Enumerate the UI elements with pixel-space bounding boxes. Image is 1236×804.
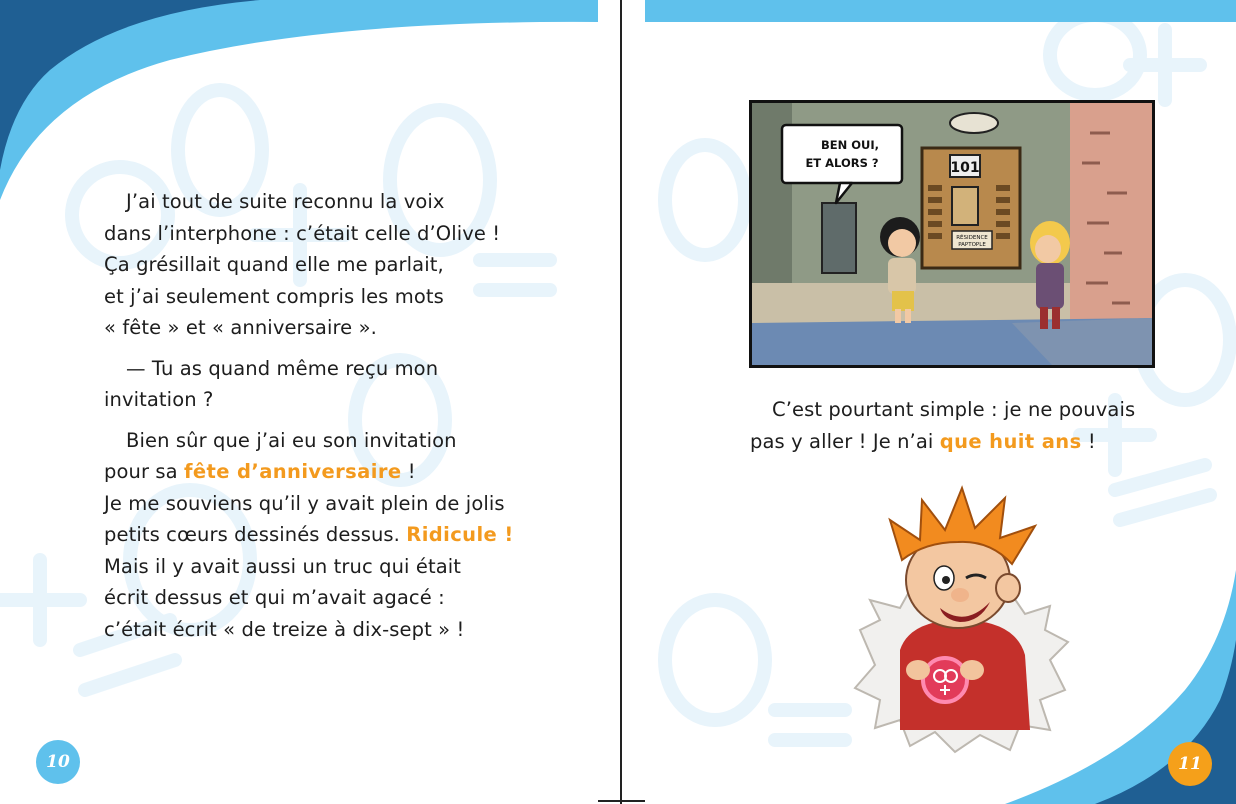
- text-line: — Tu as quand même reçu mon: [126, 356, 439, 380]
- left-page-text: [104, 186, 584, 654]
- speech-bubble-line1: BEN OUI,: [820, 138, 880, 152]
- text-line: [104, 523, 514, 546]
- highlight-only-eight: que huit ans: [939, 429, 1082, 453]
- page-number-right: [1168, 742, 1212, 786]
- text-line: C’est pourtant simple : je ne pouvais: [772, 398, 1136, 421]
- gutter-baseline: [598, 800, 645, 802]
- highlight-ridiculous: Ridicule !: [406, 523, 514, 546]
- text-line: invitation ?: [104, 388, 214, 411]
- right-page: [645, 0, 1236, 804]
- page-number-label: 10: [46, 752, 70, 772]
- paragraph-1: [104, 186, 584, 344]
- intercom-sign-line1: RÉSIDENCE: [956, 235, 988, 241]
- paragraph-right: [750, 394, 1210, 457]
- text-line: Ça grésillait quand elle me parlait,: [104, 253, 444, 276]
- text-run: petits cœurs dessinés dessus.: [104, 523, 407, 546]
- highlight-birthday-party: fête d’anniversaire: [184, 460, 402, 483]
- intercom-number: 101: [950, 160, 980, 176]
- text-line: et j’ai seulement compris les mots: [104, 284, 444, 308]
- right-page-text: [750, 394, 1210, 466]
- text-line: J’ai tout de suite reconnu la voix: [126, 190, 445, 213]
- text-line: [104, 460, 416, 483]
- text-line: Je me souviens qu’il y avait plein de jolis: [104, 491, 505, 515]
- text-line: [750, 430, 1096, 453]
- text-run: !: [401, 460, 416, 483]
- paragraph-2: [104, 353, 584, 416]
- text-line: c’était écrit « de treize à dix-sept » !: [104, 617, 465, 641]
- page-number-label: 11: [1178, 754, 1202, 774]
- text-run: pas y aller ! Je n’ai: [750, 429, 940, 453]
- intercom-sign-line2: PAPTOPLE: [958, 242, 986, 248]
- text-run: pour sa: [104, 460, 184, 483]
- boy-mascot-illustration: [840, 480, 1080, 760]
- comic-illustration: [752, 103, 1152, 365]
- text-line: dans l’interphone : c’était celle d’Olive !: [104, 221, 501, 245]
- text-line: écrit dessus et qui m’avait agacé :: [104, 586, 445, 609]
- page-number-left: [36, 740, 80, 784]
- text-line: Bien sûr que j’ai eu son invitation: [126, 428, 457, 452]
- speech-bubble-line2: ET ALORS ?: [805, 156, 879, 170]
- text-line: Mais il y avait aussi un truc qui était: [104, 554, 462, 578]
- text-line: « fête » et « anniversaire ».: [104, 316, 377, 339]
- text-run: !: [1081, 429, 1096, 453]
- left-page: [0, 0, 598, 804]
- gutter-divider: [620, 0, 622, 804]
- paragraph-3: [104, 425, 584, 646]
- comic-panel: [749, 100, 1155, 368]
